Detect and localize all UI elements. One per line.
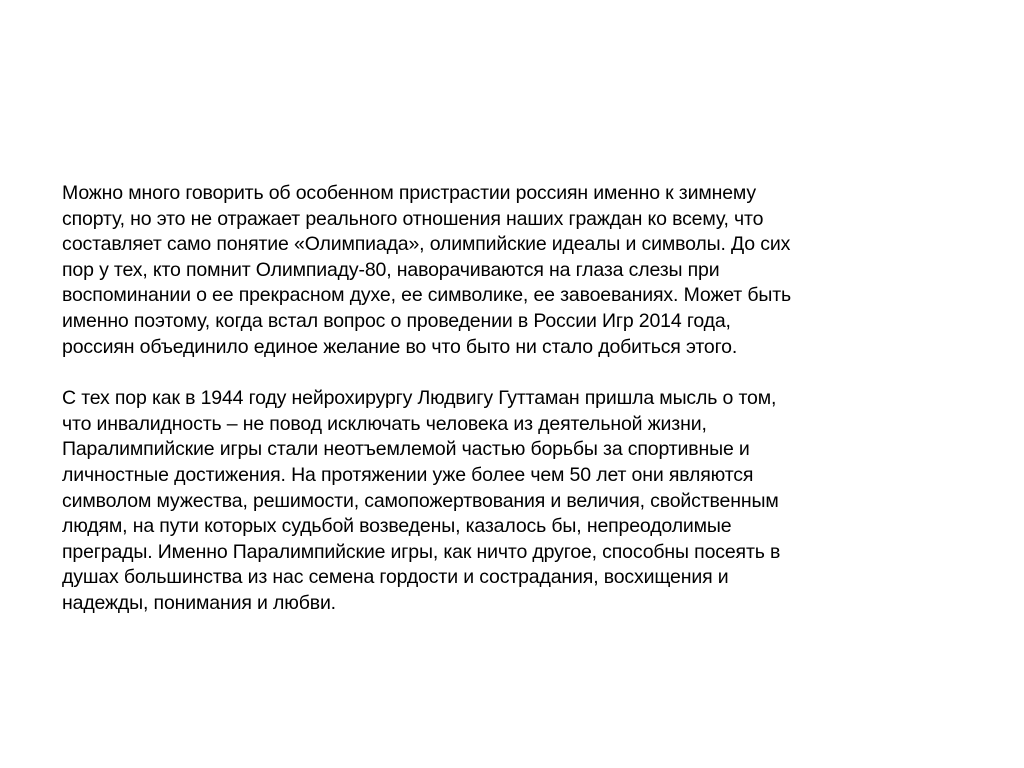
slide-body [62, 181, 962, 617]
paragraph-olympics: Можно много говорить об особенном пристрастии россиян именно к зимнему спорту, но это не отражает реального отношения наших граждан ко всему, что составляет само понятие «Олимпиада», олимпийские идеалы и символы. До сих пор у тех, кто помнит Олимпиаду-80, наворачиваются на глаза слезы при воспоминании о ее прекрасном духе, ее символике, ее завоеваниях. Может быть именно поэтому, когда встал вопрос о проведении в России Игр 2014 года, россиян объединило единое желание во что быто ни стало добиться этого. [62, 182, 792, 358]
paragraph-paralympics: С тех пор как в 1944 году нейрохирургу Людвигу Гуттаман пришла мысль о том, что инвалидность – не повод исключать человека из деятельной жизни, Паралимпийские игры стали неотъемлемой частью борьбы за спортивные и личностные достижения. На протяжении уже более чем 50 лет они являются символом мужества, решимости, самопожертвования и величия, свойственным людям, на пути которых судьбой возведены, казалось бы, непреодолимые преграды. Именно Паралимпийские игры, как ничто другое, способны посеять в душах большинства из нас семена гордости и сострадания, восхищения и надежды, понимания и любви. [62, 387, 781, 614]
